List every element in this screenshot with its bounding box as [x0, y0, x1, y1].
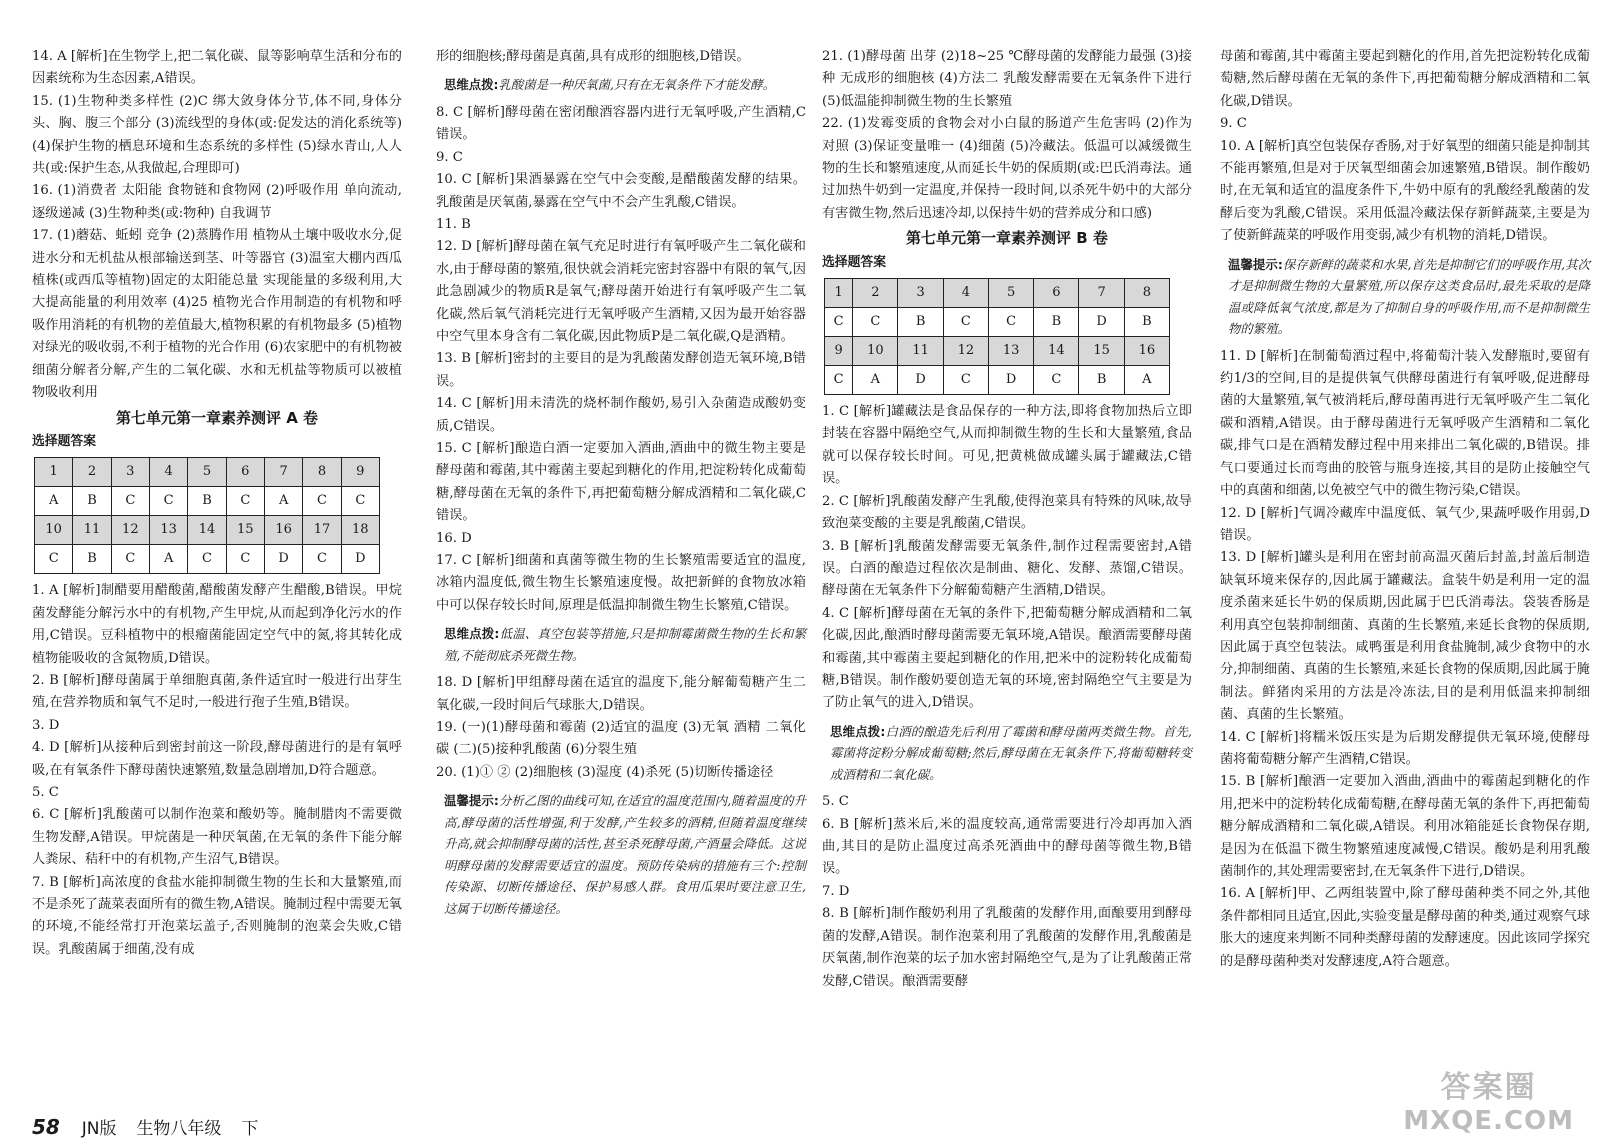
table-row: A B C C B C A C C — [35, 487, 380, 516]
answer-a7: 7. B [解析]高浓度的食盐水能抑制微生物的生长和大量繁殖,而不是杀死了蔬菜表面所有的微生物,A错误。腌制过程中需要无氧的环境,不能经常打开泡菜坛盖子,否则腌制的泡菜会失败,C错误。乳酸菌属于细菌,没有成 — [32, 874, 402, 957]
answer-a3: 3. D — [32, 717, 60, 733]
answer-a5: 5. C — [32, 784, 59, 800]
table-row: 9 10 11 12 13 14 15 16 — [825, 337, 1170, 366]
answer-b4: 4. C [解析]酵母菌在无氧的条件下,把葡萄糖分解成酒精和二氧化碳,因此,酿酒时酵母菌需要无氧环境,A错误。酿酒需要酵母菌和霉菌,其中霉菌主要起到糖化的作用,把米中的淀粉转化成葡萄糖,B错误。制作酸奶要创造无氧的环境,密封隔绝空气主要是为了防止氧气的进入,D错误。 — [822, 605, 1192, 711]
answer-a12: 12. D [解析]酵母菌在氧气充足时进行有氧呼吸产生二氧化碳和水,由于酵母菌的繁殖,很快就会消耗完密封容器中有限的氧气,因此急剧减少的物质R是氧气;酵母菌开始进行有氧呼吸产生二氧化碳,然后氧气消耗完进行无氧呼吸产生酒精,又因为最开始容器中空气里本身含有二氧化碳,因此物质P是二氧化碳,Q是酒精。 — [436, 239, 806, 344]
answer-a8: 8. C [解析]酵母菌在密闭酿酒容器内进行无氧呼吸,产生酒精,C错误。 — [436, 104, 806, 143]
answer-b16: 16. A [解析]甲、乙两组装置中,除了酵母菌种类不同之外,其他条件都相同且适宜,因此,实验变量是酵母菌的种类,通过观察气球胀大的速度来判断不同种类酵母菌的发酵速度。因此该同学探究的是酵母菌种类对发酵速度,A符合题意。 — [1220, 886, 1590, 969]
section-title-a: 第七单元第一章素养测评 A 卷 — [115, 408, 319, 427]
answer-b8: 8. B [解析]制作酸奶利用了乳酸菌的发酵作用,面酿要用到酵母菌的发酵,A错误。制作泡菜利用了乳酸菌的发酵作用,乳酸菌是厌氧菌,制作泡菜的坛子加水密封隔绝空气,是为了让乳酸菌正常发酵,C错误。酿酒需要酵 — [822, 906, 1192, 989]
warm-tip: 温馨提示:分析乙图的曲线可知,在适宜的温度范围内,随着温度的升高,酵母菌的活性增强,利于发酵,产生较多的酒精,但随着温度继续升高,就会抑制酵母菌的活性,甚至杀死酵母菌,产酒量会降低。这说明酵母菌的发酵需要适宜的温度。预防传染病的措施有三个:控制传染源、切断传播途径、保护易感人群。食用瓜果时要注意卫生,这属于切断传播途径。 — [444, 793, 806, 916]
answer-a13: 13. B [解析]密封的主要目的是为乳酸菌发酵创造无氧环境,B错误。 — [436, 351, 806, 389]
table-row: C C B C C B D B — [825, 308, 1170, 337]
answer-b3: 3. B [解析]乳酸菌发酵需要无氧条件,制作过程需要密封,A错误。白酒的酿造过程依次是制曲、糖化、发酵、蒸馏,C错误。酵母菌在无氧条件下分解葡萄糖产生酒精,D错误。 — [822, 538, 1192, 599]
subject-label: 生物八年级 — [136, 1119, 222, 1139]
answer-table-a — [34, 457, 380, 574]
answer-b15: 15. B [解析]酿酒一定要加入酒曲,酒曲中的霉菌起到糖化的作用,把米中的淀粉转化成葡萄糖,在酵母菌无氧的条件下,再把葡萄糖分解成酒精和二氧化碳,A错误。利用冰箱能延长食物保存期,是因为在低温下微生物繁殖速度减慢,C错误。酸奶是利用乳酸菌制作的,其处理需要密封,在无氧条件下进行,D错误。 — [1220, 774, 1590, 879]
answer-b7: 7. D — [822, 883, 850, 899]
column-4 — [1220, 46, 1590, 973]
answer-a17: 17. C [解析]细菌和真菌等微生物的生长繁殖需要适宜的温度,冰箱内温度低,微生物生长繁殖速度慢。故把新鲜的食物放冰箱中可以保存较长时间,原理是低温抑制微生物生长繁殖,C错误。 — [436, 553, 806, 613]
table-row: 10 11 12 13 14 15 16 17 18 — [35, 516, 380, 545]
choice-answers-label: 选择题答案 — [822, 254, 886, 270]
answer-b13: 13. D [解析]罐头是利用在密封前高温灭菌后封盖,封盖后制造缺氧环境来保存的,因此属于罐藏法。盒装牛奶是利用一定的温度杀菌来延长牛奶的保质期,因此属于巴氏消毒法。袋装香肠是利用真空包装抑制细菌、真菌的生长繁殖,来延长食物的保质期,因此属于真空包装法。咸鸭蛋是利用食盐腌制,减少食物中的水分,抑制细菌、真菌的生长繁殖,来延长食物的保质期,因此属于腌制法。鲜猪肉采用的方法是冷冻法,目的是利用低温来抑制细菌、真菌的生长繁殖。 — [1220, 550, 1590, 723]
answer-16: 16. (1)消费者 太阳能 食物链和食物网 (2)呼吸作用 单向流动,逐级递减 (3)生物种类(或:物种) 自我调节 — [32, 183, 402, 221]
answer-b1: 1. C [解析]罐藏法是食品保存的一种方法,即将食物加热后立即封装在容器中隔绝空气,从而抑制微生物的生长和大量繁殖,食品就可以保存较长时间。可见,把黄桃做成罐头属于罐藏法,C错误。 — [822, 404, 1192, 487]
column-1 — [32, 46, 402, 961]
page-number: 58 — [32, 1115, 60, 1139]
answer-b10: 10. A [解析]真空包装保存香肠,对于好氧型的细菌只能是抑制其不能再繁殖,但是对于厌氧型细菌会加速繁殖,B错误。制作酸奶时,在无氧和适宜的温度条件下,牛奶中原有的乳酸经乳酸菌的发酵后变为乳酸,C错误。采用低温冷藏法保存新鲜蔬菜,主要是为了使新鲜蔬菜的呼吸作用变弱,减少有机物的消耗,D错误。 — [1220, 138, 1590, 244]
answer-a11: 11. B — [436, 216, 471, 232]
volume-label: 下 — [241, 1119, 259, 1139]
table-row: 1 2 3 4 5 6 7 8 — [825, 279, 1170, 308]
thinking-tip: 思维点拨:白酒的酿造先后利用了霉菌和酵母菌两类微生物。首先,霉菌将淀粉分解成葡萄糖;然后,酵母菌在无氧条件下,将葡萄糖转变成酒精和二氧化碳。 — [830, 723, 1192, 782]
answer-a19: 19. (一)(1)酵母菌和霉菌 (2)适宜的温度 (3)无氧 酒精 二氧化碳 (二)(5)接种乳酸菌 (6)分裂生殖 — [436, 720, 806, 758]
answer-a14: 14. C [解析]用未清洗的烧杯制作酸奶,易引入杂菌造成酸奶变质,C错误。 — [436, 396, 806, 434]
answer-a10: 10. C [解析]果酒暴露在空气中会变酸,是醋酸菌发酵的结果。乳酸菌是厌氧菌,暴露在空气中不会产生乳酸,C错误。 — [436, 172, 806, 210]
answer-a18: 18. D [解析]甲组酵母菌在适宜的温度下,能分解葡萄糖产生二氧化碳,一段时间后气球胀大,D错误。 — [436, 675, 806, 713]
answer-14: 14. A [解析]在生物学上,把二氧化碳、鼠等影响草生活和分布的因素统称为生态因素,A错误。 — [32, 49, 402, 87]
table-row: C B C A C C D C D — [35, 545, 380, 574]
answer-a2: 2. B [解析]酵母菌属于单细胞真菌,条件适宜时一般进行出芽生殖,在营养物质和氧气不足时,一般进行孢子生殖,B错误。 — [32, 672, 402, 711]
answer-22: 22. (1)发霉变质的食物会对小白鼠的肠道产生危害吗 (2)作为对照 (3)保证变量唯一 (4)细菌 (5)冷藏法。低温可以减缓微生物的生长和繁殖速度,从而延长牛奶的保质期(或:巴氏消毒法。通过加热牛奶到一定温度,并保持一段时间,以杀死牛奶中的大部分有害微生物,然后迅速冷却,以保持牛奶的营养成分和口感) — [822, 116, 1192, 221]
answer-a20: 20. (1)① ② (2)细胞核 (3)湿度 (4)杀死 (5)切断传播途径 — [436, 764, 774, 780]
answer-table-b — [824, 278, 1170, 395]
column-2 — [436, 46, 806, 925]
answer-a16: 16. D — [436, 530, 472, 546]
answer-b6: 6. B [解析]蒸米后,米的温度较高,通常需要进行冷却再加入酒曲,其目的是防止温度过高杀死酒曲中的酵母菌等微生物,B错误。 — [822, 816, 1192, 877]
watermark: 答案圈 MXQE.COM — [1403, 1070, 1574, 1136]
table-row: C A D C D C B A — [825, 366, 1170, 395]
answer-17: 17. (1)蘑菇、蚯蚓 竞争 (2)蒸腾作用 植物从土壤中吸收水分,促进水分和无机盐从根部输送到茎、叶等器官 (3)温室大棚内西瓜植株(或西瓜等植物)固定的太阳能总量 实现能量的多级利用,大大提高能量的利用效率 (4)25 植物光合作用制造的有机物和呼吸作用消耗的有机物的差值最大,植物积累的有机物最多 (5)植物对绿光的吸收弱,不利于植物的光合作用 (6)农家肥中的有机物被细菌分解者分解,产生的二氧化碳、水和无机盐等物质可以被植物吸收利用 — [32, 228, 402, 401]
table-row: 1 2 3 4 5 6 7 8 9 — [35, 458, 380, 487]
answer-a1: 1. A [解析]制醋要用醋酸菌,醋酸菌发酵产生醋酸,B错误。甲烷菌发酵能分解污水中的有机物,产生甲烷,从而起到净化污水的作用,C错误。豆科植物中的根瘤菌能固定空气中的氮,将其转化成植物能吸收的含氮物质,D错误。 — [32, 583, 402, 666]
column-3 — [822, 46, 1192, 993]
answer-a4: 4. D [解析]从接种后到密封前这一阶段,酵母菌进行的是有氧呼吸,在有氧条件下酵母菌快速繁殖,数量急剧增加,D符合题意。 — [32, 740, 402, 778]
choice-answers-label: 选择题答案 — [32, 433, 96, 449]
section-title-b: 第七单元第一章素养测评 B 卷 — [906, 229, 1108, 248]
answer-b9: 9. C — [1220, 116, 1247, 132]
answer-b11: 11. D [解析]在制葡萄酒过程中,将葡萄汁装入发酵瓶时,要留有约1/3的空间,目的是提供氧气供酵母菌进行有氧呼吸,促进酵母菌的大量繁殖,氧气被消耗后,酵母菌再进行无氧呼吸产生二氧化碳和酒精,A错误。由于酵母菌进行无氧呼吸产生酒精和二氧化碳,排气口是在酒精发酵过程中用来排出二氧化碳的,B错误。排气口要通过长而弯曲的胶管与瓶身连接,其目的是防止接触空气中的真菌和细菌,以免被空气中的微生物污染,C错误。 — [1220, 348, 1590, 499]
answer-a7-cont: 形的细胞核;酵母菌是真菌,具有成形的细胞核,D错误。 — [436, 49, 750, 64]
answer-b12: 12. D [解析]气调冷藏库中温度低、氧气少,果蔬呼吸作用弱,D错误。 — [1220, 505, 1590, 543]
answer-b8-cont: 母菌和霉菌,其中霉菌主要起到糖化的作用,首先把淀粉转化成葡萄糖,然后酵母菌在无氧的条件下,再把葡萄糖分解成酒精和二氧化碳,D错误。 — [1220, 49, 1590, 109]
answer-b2: 2. C [解析]乳酸菌发酵产生乳酸,使得泡菜具有特殊的风味,故导致泡菜变酸的主要是乳酸菌,C错误。 — [822, 493, 1192, 532]
page-footer — [32, 1114, 272, 1139]
answer-15: 15. (1)生物种类多样性 (2)C 绑大敛身体分节,体不同,身体分头、胸、腹三个部分 (3)流线型的身体(或:促发达的消化系统等) (4)保护生物的栖息环境和生态系统的多样性 (5)绿水青山,人人共(或:保护生态,从我做起,合理即可) — [32, 93, 402, 177]
answer-a6: 6. C [解析]乳酸菌可以制作泡菜和酸奶等。腌制腊肉不需要微生物发酵,A错误。甲烷菌是一种厌氧菌,在无氧的条件下能分解人粪尿、秸秆中的有机物,产生沼气,B错误。 — [32, 807, 402, 868]
answer-a9: 9. C — [436, 149, 463, 165]
warm-tip: 温馨提示:保存新鲜的蔬菜和水果,首先是抑制它们的呼吸作用,其次才是抑制微生物的大量繁殖,所以保存这类食品时,最先采取的是降温或降低氧气浓度,都是为了抑制自身的呼吸作用,而不是抑制微生物的繁殖。 — [1228, 256, 1590, 337]
answer-a15: 15. C [解析]酿造白酒一定要加入酒曲,酒曲中的微生物主要是酵母菌和霉菌,其中霉菌主要起到糖化的作用,把淀粉转化成葡萄糖,酵母菌在无氧的条件下,再把葡萄糖分解成酒精和二氧化碳,C错误。 — [436, 441, 806, 524]
thinking-tip: 思维点拨:低温、真空包装等措施,只是抑制霉菌微生物的生长和繁殖,不能彻底杀死微生物。 — [444, 626, 806, 663]
thinking-tip: 思维点拨:乳酸菌是一种厌氧菌,只有在无氧条件下才能发酵。 — [444, 77, 776, 93]
answer-b5: 5. C — [822, 794, 849, 810]
answer-b14: 14. C [解析]将糯米饭压实是为后期发酵提供无氧环境,使酵母菌将葡萄糖分解产生酒精,C错误。 — [1220, 729, 1590, 767]
answer-21: 21. (1)酵母菌 出芽 (2)18~25 ℃酵母菌的发酵能力最强 (3)接种 无成形的细胞核 (4)方法二 乳酸发酵需要在无氧条件下进行 (5)低温能抑制微生物的生长繁殖 — [822, 49, 1192, 109]
edition-label: JN版 — [81, 1119, 117, 1139]
